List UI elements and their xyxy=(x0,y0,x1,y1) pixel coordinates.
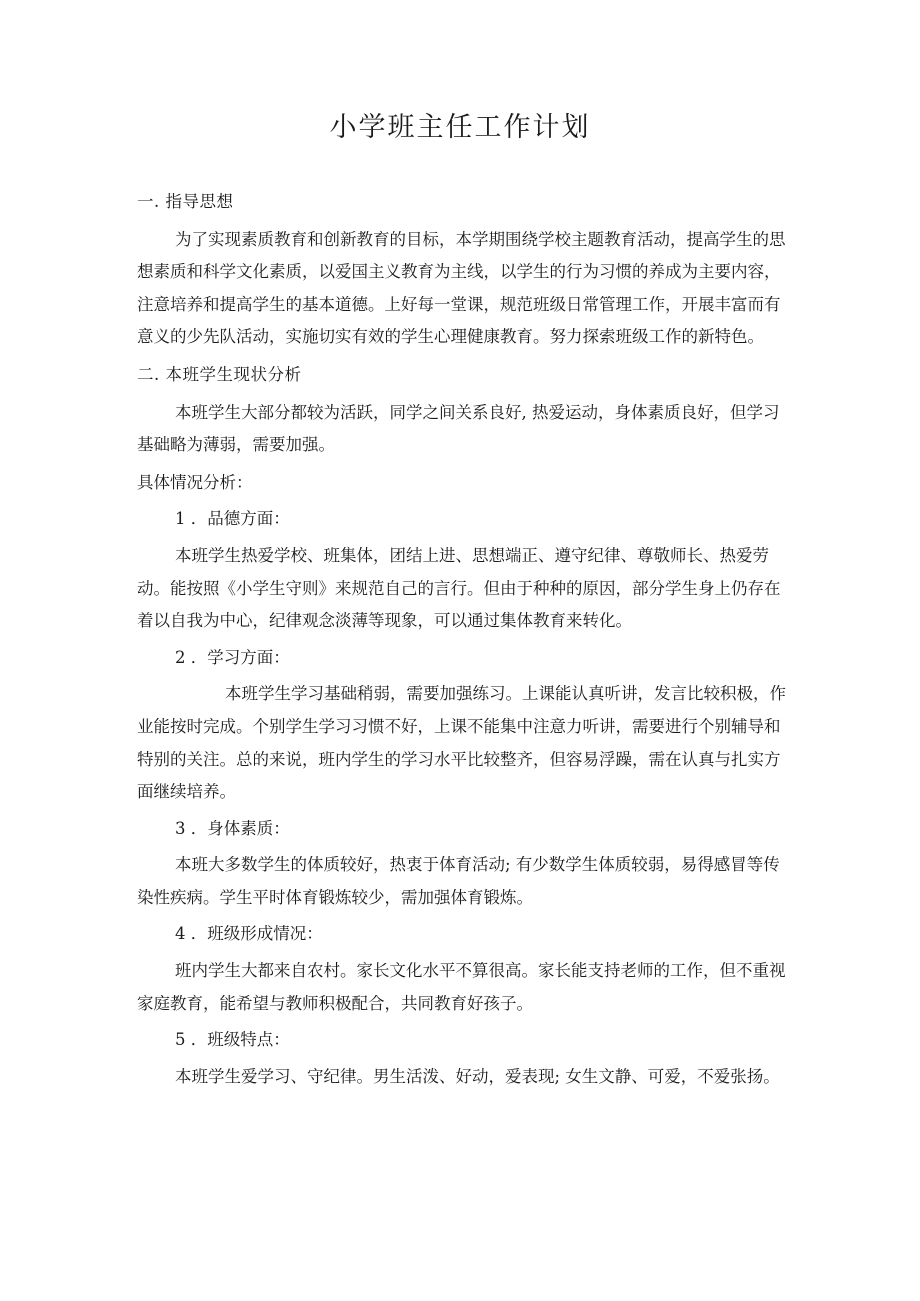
section-heading-guiding-thought: 一. 指导思想 xyxy=(137,192,234,211)
item-text-class-formation: 班内学生大都来自农村。家长文化水平不算很高。家长能支持老师的工作，但不重视家庭教育，能希望与教师积极配合，共同教育好孩子。 xyxy=(137,961,786,1013)
section-paragraph-class-analysis: 本班学生大部分都较为活跃，同学之间关系良好, 热爱运动，身体素质良好，但学习基础略为薄弱，需要加强。 xyxy=(137,402,780,455)
section-paragraph-guiding-thought: 为了实现素质教育和创新教育的目标，本学期围绕学校主题教育活动，提高学生的思想素质和科学文化素质，以爱国主义教育为主线，以学生的行为习惯的养成为主要内容，注意培养和提高学生的基本道德。上好每一堂课，规范班级日常管理工作，开展丰富而有意义的少先队活动，实施切实有效的学生心理健康教育。努力探索班级工作的新特色。 xyxy=(137,229,786,347)
section-heading-class-analysis: 二. 本班学生现状分析 xyxy=(137,364,302,384)
analysis-label: 具体情况分析： xyxy=(137,472,253,492)
item-text-study: 本班学生学习基础稍弱，需要加强练习。上课能认真听讲，发言比较积极，作业能按时完成。个别学生学习习惯不好，上课不能集中注意力听讲，需要进行个别辅导和特别的关注。总的来说，班内学生的学习水平比较整齐，但容易浮躁，需在认真与扎实方面继续培养。 xyxy=(137,684,786,802)
item-label-study: 2 ．学习方面： xyxy=(175,647,290,667)
item-label-morality: 1 ．品德方面： xyxy=(175,509,290,529)
item-text-morality: 本班学生热爱学校、班集体，团结上进、思想端正、遵守纪律、尊敬师长、热爱劳动。能按照《小学生守则》来规范自己的言行。但由于种种的原因，部分学生身上仍存在着以自我为中心，纪律观念淡薄等现象，可以通过集体教育来转化。 xyxy=(137,545,781,631)
document-body xyxy=(137,186,787,1093)
item-label-class-formation: 4 ．班级形成情况： xyxy=(175,924,323,944)
document-title: 小学班主任工作计划 xyxy=(329,112,591,143)
item-label-physical: 3 ．身体素质： xyxy=(175,818,290,838)
item-label-class-features: 5 ．班级特点： xyxy=(175,1030,290,1050)
item-text-class-features: 本班学生爱学习、守纪律。男生活泼、好动，爱表现; 女生文静、可爱，不爱张扬。 xyxy=(175,1066,780,1086)
item-text-physical: 本班大多数学生的体质较好，热衷于体育活动; 有少数学生体质较弱，易得感冒等传染性疾病。学生平时体育锻炼较少，需加强体育锻炼。 xyxy=(137,855,780,907)
